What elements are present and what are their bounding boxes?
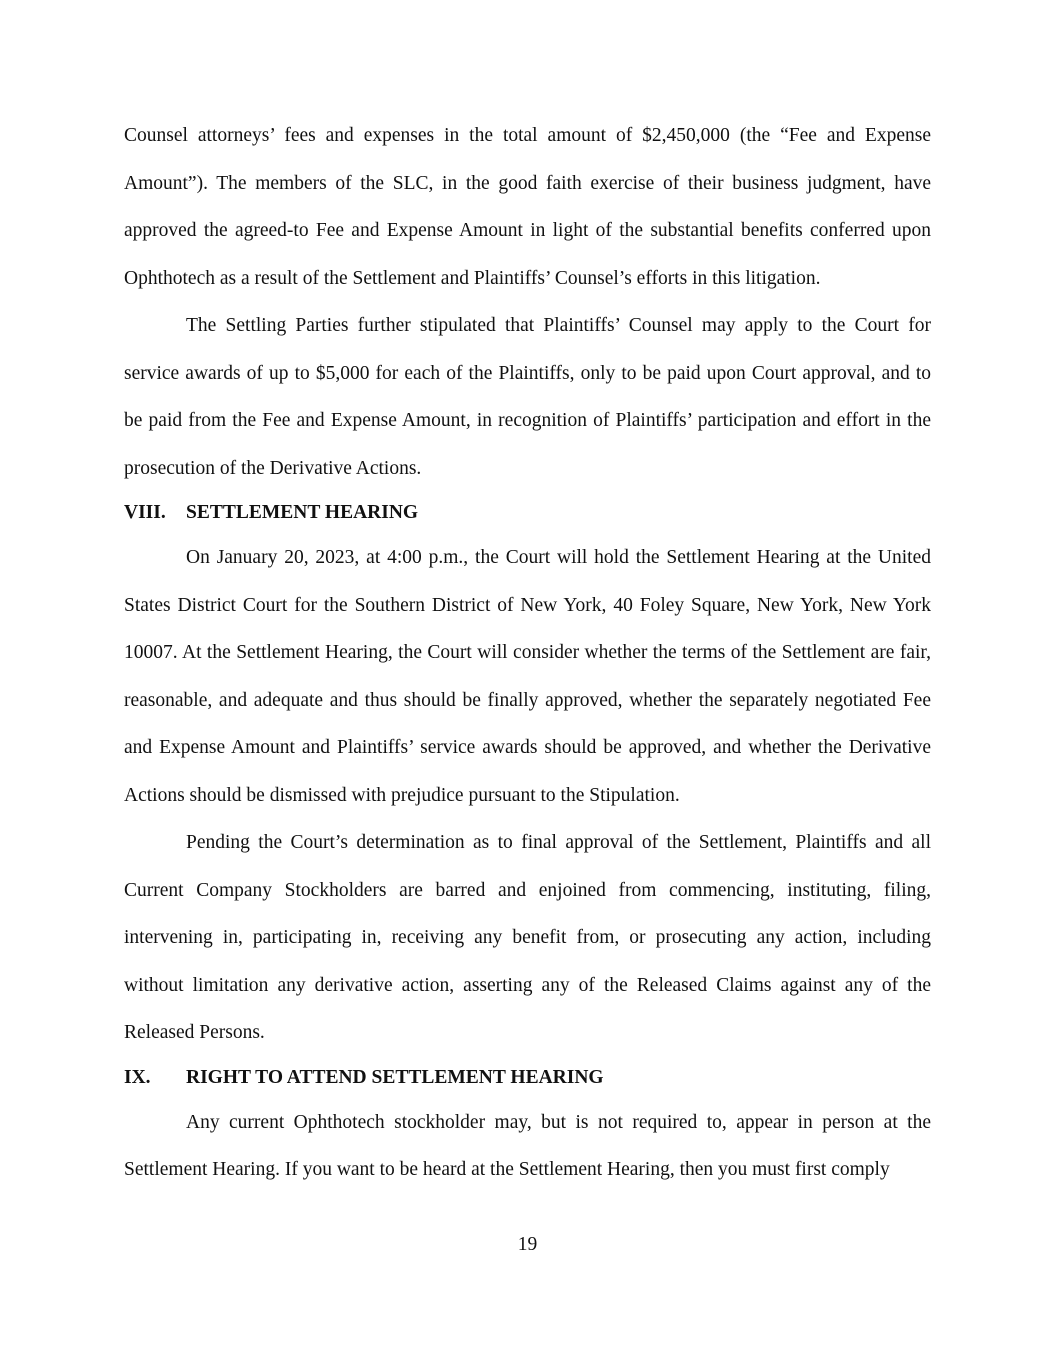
section-number: VIII. [124,502,166,523]
paragraph-service-awards: The Settling Parties further stipulated that Plaintiffs’ Counsel may apply to the Court for service awards of up to $5,000 for each of the Plaintiffs, only to be paid upon Court approval, and to be paid from the Fee and Expense Amount, in recognition of Plaintiffs’ participation and effort in the prosecution of the Derivative Actions. [124,315,931,479]
paragraph-hearing-details: On January 20, 2023, at 4:00 p.m., the Court will hold the Settlement Hearing at the United States District Court for the Southern District of New York, 40 Foley Square, New York, New York 10007. At the Settlement Hearing, the Court will consider whether the terms of the Settlement are fair, reasonable, and adequate and thus should be finally approved, whether the separately negotiated Fee and Expense Amount and Plaintiffs’ service awards should be approved, and whether the Derivative Actions should be dismissed with prejudice pursuant to the Stipulation. [124,547,931,806]
section-heading-right-to-attend [124,1057,931,1099]
document-body [124,112,931,1194]
paragraph-fee-amount: Counsel attorneys’ fees and expenses in the total amount of $2,450,000 (the “Fee and Expense Amount”). The members of the SLC, in the good faith exercise of their business judgment, have approved the agreed-to Fee and Expense Amount in light of the substantial benefits conferred upon Ophthotech as a result of the Settlement and Plaintiffs’ Counsel’s efforts in this litigation. [124,125,931,289]
paragraph-injunction: Pending the Court’s determination as to final approval of the Settlement, Plaintiffs and all Current Company Stockholders are barred and enjoined from commencing, instituting, filing, intervening in, participating in, receiving any benefit from, or prosecuting any action, including without limitation any derivative action, asserting any of the Released Claims against any of the Released Persons. [124,832,931,1043]
section-number: IX. [124,1066,151,1088]
section-heading-settlement-hearing [124,492,931,534]
paragraph-attendance: Any current Ophthotech stockholder may, but is not required to, appear in person at the Settlement Hearing. If you want to be heard at the Settlement Hearing, then you must first comply [124,1111,931,1180]
section-title: SETTLEMENT HEARING [186,502,419,523]
section-title: RIGHT TO ATTEND SETTLEMENT HEARING [186,1066,604,1088]
page-number: 19 [517,1234,538,1255]
